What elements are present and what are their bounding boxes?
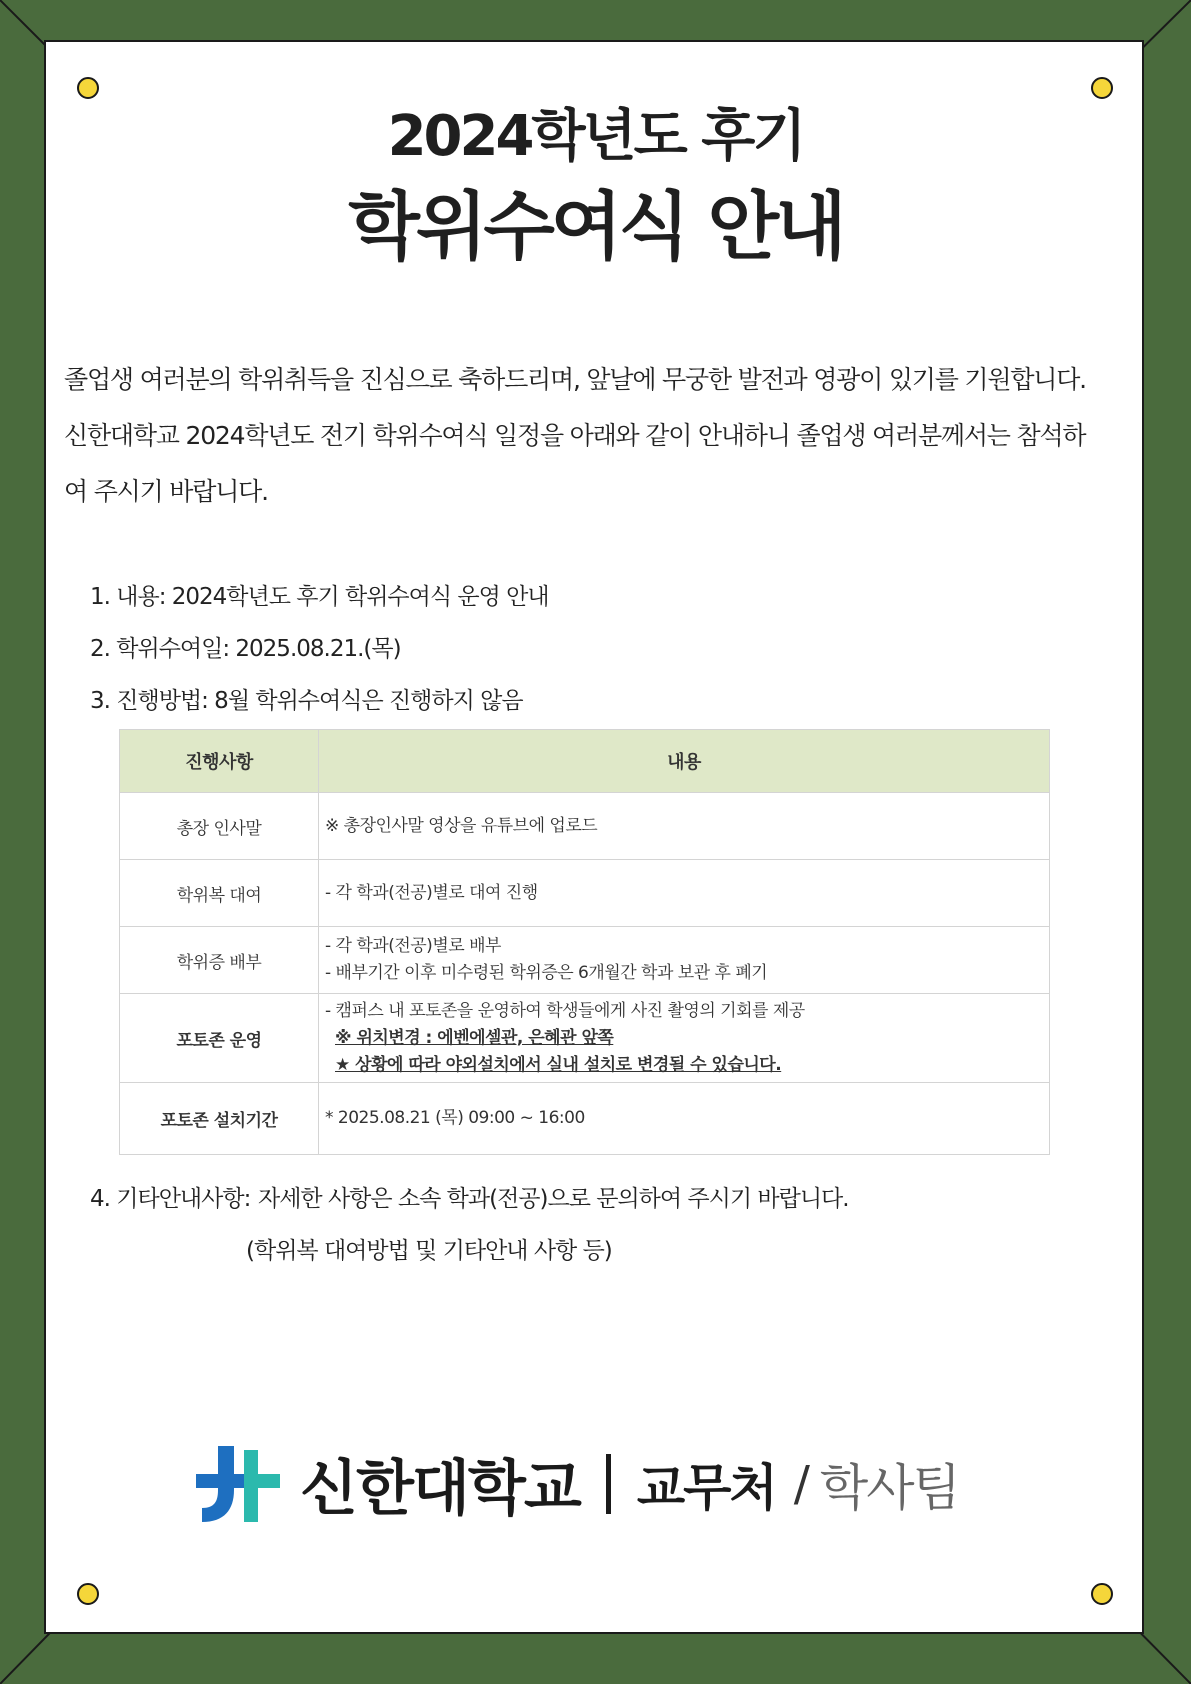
team-name: 학사팀 (819, 1459, 959, 1517)
table-line: - 배부기간 이후 미수령된 학위증은 6개월간 학과 보관 후 폐기 (325, 963, 768, 983)
table-row (120, 1083, 1050, 1155)
table-value-cell (319, 994, 1050, 1083)
title-line-1: 2024학년도 후기 (387, 104, 804, 169)
table-key-cell: 포토존 운영 (120, 994, 319, 1083)
intro-paragraph (64, 352, 1134, 520)
intro-line: 여 주시기 바랍니다. (64, 477, 268, 506)
department-name: 교무처 (636, 1459, 776, 1517)
table-value-cell (319, 860, 1050, 927)
location-change-note: ※ 위치변경 : 에벤에셀관, 은혜관 앞쪽 (335, 1027, 614, 1048)
table-row (120, 927, 1050, 994)
table-line: - 캠퍼스 내 포토존을 운영하여 학생들에게 사진 촬영의 기회를 제공 (325, 1000, 805, 1021)
table-header-cell: 진행사항 (120, 730, 319, 793)
table-value-cell (319, 927, 1050, 994)
intro-line: 신한대학교 2024학년도 전기 학위수여식 일정을 아래와 같이 안내하니 졸업생 여러분께서는 참석하 (64, 421, 1086, 450)
table-header-row (120, 730, 1050, 793)
pin-bottom-right-icon (1091, 1583, 1113, 1605)
university-logo-icon (196, 1446, 280, 1522)
schedule-table (119, 729, 1050, 1155)
footer-slash: / (793, 1456, 810, 1512)
footer-divider (606, 1454, 611, 1514)
table-line: * 2025.08.21 (목) 09:00 ~ 16:00 (325, 1108, 585, 1128)
table-row (120, 793, 1050, 860)
table-row (120, 994, 1050, 1083)
table-line: - 각 학과(전공)별로 대여 진행 (325, 882, 538, 903)
etc-label: 4. 기타안내사항: (90, 1186, 251, 1212)
item-method: 3. 진행방법: 8월 학위수여식은 진행하지 않음 (90, 688, 523, 714)
table-key-cell: 총장 인사말 (120, 793, 319, 860)
table-value-cell (319, 1083, 1050, 1155)
etc-subtext: (학위복 대여방법 및 기타안내 사항 등) (246, 1238, 612, 1264)
university-name: 신한대학교 (300, 1454, 580, 1524)
title-line-2: 학위수여식 안내 (348, 184, 843, 270)
pin-bottom-left-icon (77, 1583, 99, 1605)
footer-logo (196, 1446, 959, 1522)
table-header-cell: 내용 (319, 730, 1050, 793)
intro-line: 졸업생 여러분의 학위취득을 진심으로 축하드리며, 앞날에 무궁한 발전과 영광이 있기를 기원합니다. (64, 365, 1086, 394)
etc-text: 자세한 사항은 소속 학과(전공)으로 문의하여 주시기 바랍니다. (258, 1186, 849, 1212)
table-key-cell: 포토존 설치기간 (120, 1083, 319, 1155)
table-line: - 각 학과(전공)별로 배부 (325, 936, 501, 956)
table-key-cell: 학위증 배부 (120, 927, 319, 994)
table-value-cell (319, 793, 1050, 860)
item-date: 2. 학위수여일: 2025.08.21.(목) (90, 636, 401, 662)
table-key-cell: 학위복 대여 (120, 860, 319, 927)
table-row (120, 860, 1050, 927)
weather-change-note: ★ 상황에 따라 야외설치에서 실내 설치로 변경될 수 있습니다. (335, 1054, 782, 1075)
item-content: 1. 내용: 2024학년도 후기 학위수여식 운영 안내 (90, 584, 549, 610)
table-line: ※ 총장인사말 영상을 유튜브에 업로드 (325, 815, 598, 836)
